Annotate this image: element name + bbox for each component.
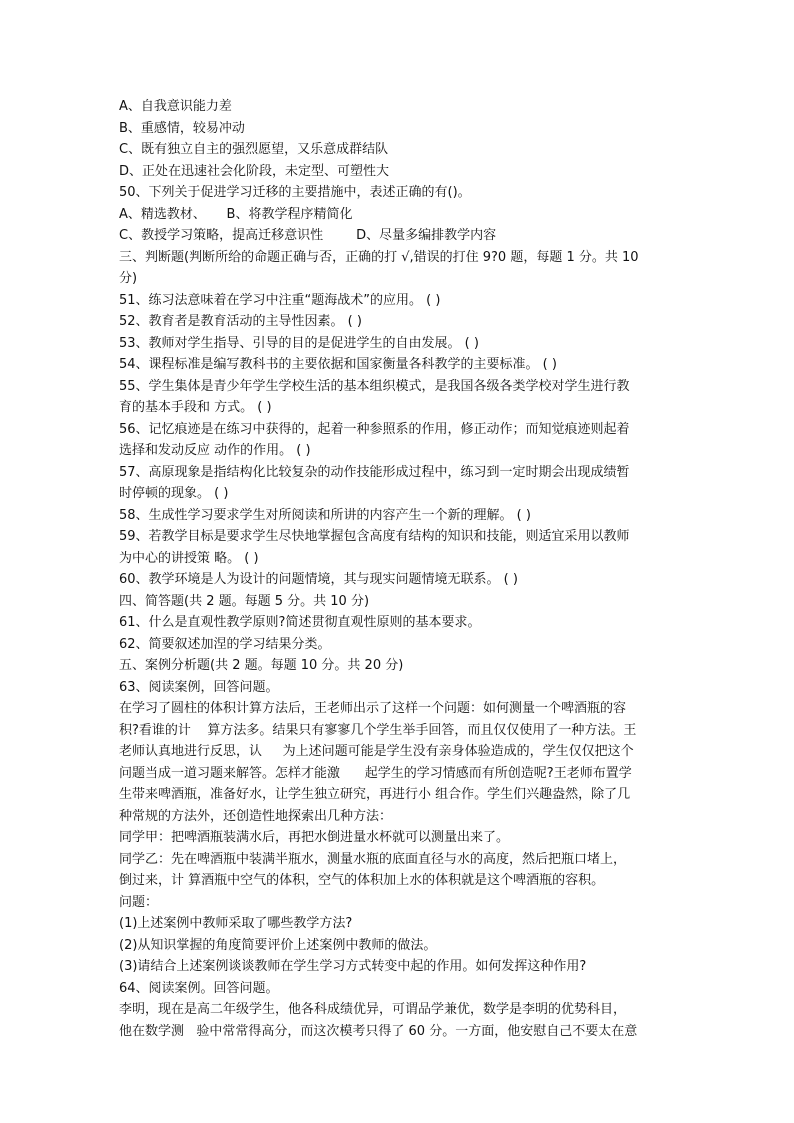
text-line: 62、简要叙述加涅的学习结果分类。 (119, 636, 331, 652)
text-line: 51、练习法意味着在学习中注重“题海战术”的应用。 ( ) (119, 292, 441, 308)
text-line: 分) (119, 271, 138, 286)
text-line: 56、记忆痕迹是在练习中获得的，起着一种参照系的作用，修正动作；而知觉痕迹则起着 (119, 421, 630, 437)
text-line: 选择和发动反应 动作的作用。 ( ) (119, 443, 311, 458)
text-line: 倒过来，计 算酒瓶中空气的体积，空气的体积加上水的体积就是这个啤酒瓶的容积。 (119, 873, 605, 888)
text-line: 老师认真地进行反思，认 为上述问题可能是学生没有亲身体验造成的，学生仅仅把这个 (119, 744, 634, 759)
text-line: 时停顿的现象。 ( ) (119, 486, 229, 501)
text-line: (2)从知识掌握的角度简要评价上述案例中教师的做法。 (119, 937, 437, 953)
text-line: 同学甲：把啤酒瓶装满水后，再把水倒进量水杯就可以测量出来了。 (119, 830, 510, 845)
text-line: (3)请结合上述案例谈谈教师在学生学习方式转变中起的作用。如何发挥这种作用? (119, 959, 587, 974)
text-line: B、重感情，较易冲动 (119, 120, 245, 136)
text-line: 他在数学测 验中常常得高分，而这次模考只得了 60 分。一方面，他安慰自己不要太在意 (119, 1023, 638, 1039)
text-line: 种常规的方法外，还创造性地探索出几种方法： (119, 808, 393, 824)
text-line: 问题当成一道习题来解答。怎样才能激 起学生的学习情感而有所创造呢?王老师布置学 (119, 765, 632, 781)
text-line: C、既有独立自主的强烈愿望，又乐意成群结队 (119, 142, 389, 157)
text-line: 58、生成性学习要求学生对所阅读和所讲的内容产生一个新的理解。 ( ) (119, 507, 531, 523)
text-line: 53、教师对学生指导、引导的目的是促进学生的自由发展。 ( ) (119, 335, 479, 351)
text-line: (1)上述案例中教师采取了哪些教学方法? (119, 916, 353, 931)
text-line: 61、什么是直观性教学原则?简述贯彻直观性原则的基本要求。 (119, 615, 481, 630)
text-line: C、教授学习策略，提高迁移意识性 D、尽量多编排教学内容 (119, 228, 497, 243)
text-line: 李明，现在是高二年级学生，他各科成绩优异，可谓品学兼优，数学是李明的优势科目， (119, 1002, 627, 1017)
text-line: 63、阅读案例，回答问题。 (119, 679, 279, 695)
text-line: 在学习了圆柱的体积计算方法后，王老师出示了这样一个问题：如何测量一个啤酒瓶的容 (119, 701, 627, 716)
text-line: 育的基本手段和 方式。 ( ) (119, 400, 272, 415)
text-line: 五、案例分析题(共 2 题。每题 10 分。共 20 分) (119, 658, 404, 673)
text-line: 同学乙：先在啤酒瓶中装满半瓶水，测量水瓶的底面直径与水的高度，然后把瓶口堵上， (119, 851, 627, 867)
text-line: 三、判断题(判断所给的命题正确与否，正确的打 √,错误的打住 9?0 题，每题 1 分。共 10 (119, 249, 639, 265)
text-line: 50、下列关于促进学习迁移的主要措施中，表述正确的有()。 (119, 185, 471, 200)
text-line: 59、若教学目标是要求学生尽快地掌握包含高度有结构的知识和技能，则适宜采用以教师 (119, 529, 630, 544)
text-line: 四、简答题(共 2 题。每题 5 分。共 10 分) (119, 593, 370, 609)
text-line: 57、高原现象是指结构化比较复杂的动作技能形成过程中，练习到一定时期会出现成绩暂 (119, 464, 630, 480)
text-line: 生带来啤酒瓶，准备好水，让学生独立研究，再进行小 组合作。学生们兴趣盎然，除了几 (119, 787, 631, 802)
document-page (119, 96, 709, 1042)
text-line: A、自我意识能力差 (119, 99, 232, 114)
text-line: 55、学生集体是青少年学生学校生活的基本组织模式，是我国各级各类学校对学生进行教 (119, 378, 630, 394)
text-line: D、正处在迅速社会化阶段，未定型、可塑性大 (119, 163, 390, 179)
text-line: 60、教学环境是人为设计的问题情境，其与现实问题情境无联系。 ( ) (119, 572, 518, 587)
text-line: 64、阅读案例。回答问题。 (119, 980, 279, 996)
text-line: 问题： (119, 894, 159, 910)
text-line: 52、教育者是教育活动的主导性因素。 ( ) (119, 314, 362, 329)
text-line: 积?看谁的计 算方法多。结果只有寥寥几个学生举手回答，而且仅仅使用了一种方法。王 (119, 722, 637, 738)
text-line: A、精选教材、 B、将教学程序精简化 (119, 206, 353, 222)
text-line: 为中心的讲授策 略。 ( ) (119, 550, 259, 566)
text-line: 54、课程标准是编写教科书的主要依据和国家衡量各科教学的主要标准。 ( ) (119, 357, 557, 372)
